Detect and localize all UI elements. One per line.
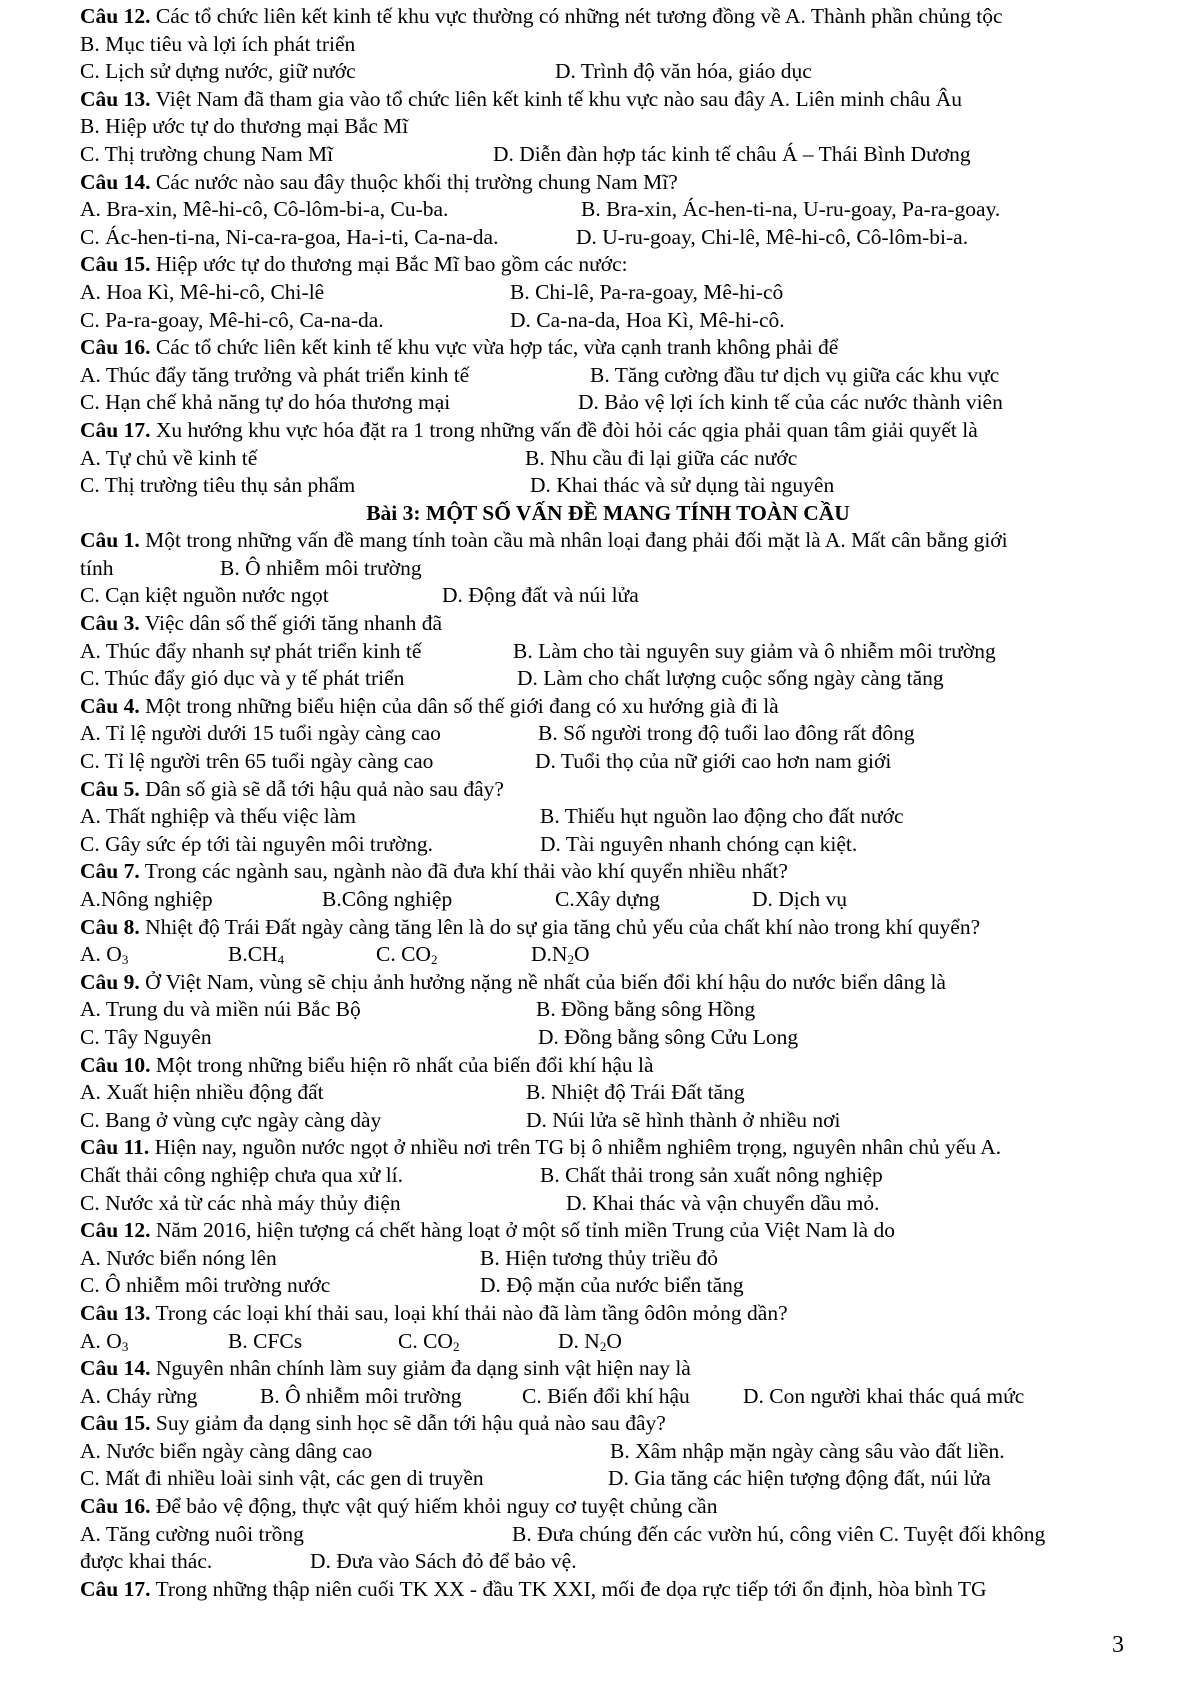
question-label: Câu 15.	[80, 1411, 151, 1436]
question-text-continued: tính	[80, 555, 114, 580]
option-b: B. Ô nhiễm môi trường	[260, 1383, 462, 1408]
option-row	[80, 886, 1136, 914]
question-label: Câu 7.	[80, 859, 140, 884]
option-d: D. Núi lửa sẽ hình thành ở nhiều nơi	[526, 1107, 841, 1132]
option-row	[80, 1272, 1136, 1300]
question-stem	[80, 251, 1136, 279]
option-b: B. CFCs	[228, 1328, 303, 1353]
question-label: Câu 5.	[80, 776, 140, 801]
option-b: B. Nhu cầu đi lại giữa các nước	[525, 445, 798, 470]
option-d: D. Đồng bằng sông Cửu Long	[538, 1024, 799, 1049]
option-d: D. Khai thác và vận chuyển dầu mỏ.	[566, 1190, 880, 1215]
question-label: Câu 8.	[80, 914, 140, 939]
option-row	[80, 1079, 1136, 1107]
option-b: $B.CH_4$	[228, 942, 285, 968]
option-row	[80, 831, 1136, 859]
option-d: D. Con người khai thác quá mức	[743, 1383, 1025, 1408]
option-d: $D.N_2O$	[531, 942, 590, 968]
option-a: A. Tự chủ về kinh tế	[80, 445, 258, 470]
question-text: Dân số già sẽ dẫ tới hậu quả nào sau đây?	[145, 776, 504, 801]
option-b: B. Tăng cường đầu tư dịch vụ giữa các khu vực	[590, 362, 1000, 387]
option-d: D. Diễn đàn hợp tác kinh tế châu Á – Thái Bình Dương	[493, 141, 971, 166]
question-text: Xu hướng khu vực hóa đặt ra 1 trong những vấn đề đòi hỏi các qgia phải quan tâm giải quyết là	[155, 417, 978, 442]
question-text: Nhiệt độ Trái Đất ngày càng tăng lên là do sự gia tăng chủ yếu của chất khí nào trong khí quyển?	[145, 914, 981, 939]
question-text: Một trong những biểu hiện rõ nhất của biến đổi khí hậu là	[155, 1052, 654, 1077]
option-d: D. Tuổi thọ của nữ giới cao hơn nam giới	[535, 749, 892, 774]
option-row	[80, 445, 1136, 473]
question-stem	[80, 1052, 1136, 1080]
option-b: B. Chất thải trong sản xuất nông nghiệp	[540, 1162, 883, 1187]
question-label: Câu 14.	[80, 169, 151, 194]
option-row	[80, 803, 1136, 831]
question-label: Câu 17.	[80, 417, 151, 442]
option-d: D. Bảo vệ lợi ích kinh tế của các nước thành viên	[578, 390, 1003, 415]
question-stem	[80, 1576, 1136, 1604]
option-a: A. Thất nghiệp và thếu việc làm	[80, 804, 357, 829]
option-row	[80, 196, 1136, 224]
question-label: Câu 12.	[80, 1218, 151, 1243]
option-b: B. Ô nhiễm môi trường	[220, 555, 422, 580]
option-row	[80, 1465, 1136, 1493]
option-row	[80, 58, 1136, 86]
option-a: A. Cháy rừng	[80, 1383, 198, 1408]
section-heading: Bài 3: MỘT SỐ VẤN ĐỀ MANG TÍNH TOÀN CẦU	[366, 500, 850, 525]
option-row	[80, 472, 1136, 500]
option-d: D. Làm cho chất lượng cuộc sống ngày càng tăng	[517, 666, 944, 691]
question-text: Một trong những vấn đề mang tính toàn cầu mà nhân loại đang phải đối mặt là A. Mất cân bằng giới	[145, 528, 1008, 553]
option-a: A. Tăng cường nuôi trồng	[80, 1521, 304, 1546]
option-c-continued: được khai thác.	[80, 1549, 213, 1574]
option-a: A. Bra-xin, Mê-hi-cô, Cô-lôm-bi-a, Cu-ba.	[80, 197, 449, 222]
question-text: Hiện nay, nguồn nước ngọt ở nhiều nơi trên TG bị ô nhiễm nghiêm trọng, nguyên nhân chủ yếu A.	[154, 1135, 1002, 1160]
option-a: A. Nước biển nóng lên	[80, 1245, 277, 1270]
option-row	[80, 141, 1136, 169]
question-text: Năm 2016, hiện tượng cá chết hàng loạt ở một số tỉnh miền Trung của Việt Nam là do	[155, 1218, 895, 1243]
question-stem	[80, 1300, 1136, 1328]
option-c: C. Thị trường chung Nam Mĩ	[80, 141, 334, 166]
question-stem	[80, 969, 1136, 997]
question-stem	[80, 776, 1136, 804]
question-label: Câu 10.	[80, 1052, 151, 1077]
option-d: D. Đưa vào Sách đỏ để bảo vệ.	[310, 1549, 577, 1574]
option-d: D. Dịch vụ	[752, 887, 847, 911]
option-a: A. Thúc đẩy tăng trưởng và phát triển kinh tế	[80, 362, 470, 387]
question-text: Trong các loại khí thải sau, loại khí thải nào đã làm tầng ôdôn mỏng dần?	[155, 1300, 788, 1325]
question-stem	[80, 1134, 1136, 1162]
option-c: C. $CO_2$	[376, 942, 438, 968]
option-a: A. Tỉ lệ người dưới 15 tuổi ngày càng cao	[80, 721, 441, 746]
option-row	[80, 389, 1136, 417]
question-text: Hiệp ước tự do thương mại Bắc Mĩ bao gồm các nước:	[155, 252, 628, 277]
option-row	[80, 665, 1136, 693]
option-c: C. Nước xả từ các nhà máy thủy điện	[80, 1190, 401, 1215]
question-label: Câu 17.	[80, 1576, 151, 1601]
option-a: A. Hoa Kì, Mê-hi-cô, Chi-lê	[80, 279, 325, 304]
option-b: B. Hiện tương thủy triều đỏ	[480, 1245, 719, 1270]
question-text: Các nước nào sau đây thuộc khối thị trường chung Nam Mĩ?	[155, 169, 678, 194]
question-label: Câu 1.	[80, 528, 140, 553]
question-stem	[80, 610, 1136, 638]
question-text: Việc dân số thế giới tăng nhanh đã	[144, 611, 442, 636]
option-row	[80, 582, 1136, 610]
option-b: B. Chi-lê, Pa-ra-goay, Mê-hi-cô	[510, 279, 784, 304]
option-c: C. Pa-ra-goay, Mê-hi-cô, Ca-na-da.	[80, 307, 384, 332]
option-b: B. Mục tiêu và lợi ích phát triển	[80, 31, 356, 56]
question-stem	[80, 169, 1136, 197]
option-c: C. Cạn kiệt nguồn nước ngọt	[80, 583, 329, 608]
question-stem	[80, 527, 1136, 555]
question-label: Câu 16.	[80, 1494, 151, 1519]
question-label: Câu 13.	[80, 86, 151, 111]
option-row	[80, 1162, 1136, 1190]
question-label: Câu 14.	[80, 1356, 151, 1381]
question-stem	[80, 693, 1136, 721]
option-c: C. Gây sức ép tới tài nguyên môi trường.	[80, 831, 433, 856]
question-text: Trong những thập niên cuối TK XX - đầu TK XXI, mối đe dọa rực tiếp tới ổn định, hòa bình TG	[155, 1576, 987, 1601]
question-text: Nguyên nhân chính làm suy giảm đa dạng sinh vật hiện nay là	[155, 1356, 691, 1381]
option-row	[80, 1438, 1136, 1466]
option-row	[80, 748, 1136, 776]
question-stem	[80, 334, 1136, 362]
question-label: Câu 13.	[80, 1300, 151, 1325]
option-b: B. Bra-xin, Ác-hen-ti-na, U-ru-goay, Pa-ra-goay.	[581, 197, 1001, 222]
option-c: C. Tỉ lệ người trên 65 tuổi ngày càng cao	[80, 749, 434, 774]
option-b: B. Xâm nhập mặn ngày càng sâu vào đất liền.	[610, 1438, 1005, 1463]
option-b: B. Đưa chúng đến các vườn hú, công viên C. Tuyệt đối không	[512, 1521, 1046, 1546]
option-d: D. Khai thác và sử dụng tài nguyên	[530, 473, 835, 498]
option-c: C. Hạn chế khả năng tự do hóa thương mại	[80, 390, 451, 415]
option-row	[80, 941, 1136, 969]
question-text: Ở Việt Nam, vùng sẽ chịu ảnh hưởng nặng nề nhất của biến đổi khí hậu do nước biển dâng là	[145, 969, 946, 994]
page-content	[80, 3, 1136, 1603]
option-row	[80, 720, 1136, 748]
option-d: D. Trình độ văn hóa, giáo dục	[555, 59, 812, 84]
option-d: D. Động đất và núi lửa	[442, 583, 639, 608]
question-label: Câu 12.	[80, 4, 151, 28]
option-row	[80, 307, 1136, 335]
question-stem	[80, 914, 1136, 942]
option-c: C. Ô nhiễm môi trường nước	[80, 1273, 331, 1298]
option-d: D. Độ mặn của nước biển tăng	[480, 1273, 744, 1298]
question-text: Các tổ chức liên kết kinh tế khu vực vừa hợp tác, vừa cạnh tranh không phải để	[155, 335, 839, 360]
option-a: A. Nước biển ngày càng dâng cao	[80, 1438, 373, 1463]
question-stem	[80, 858, 1136, 886]
question-text: Suy giảm đa dạng sinh học sẽ dẫn tới hậu quả nào sau đây?	[155, 1411, 666, 1436]
option-row	[80, 1521, 1136, 1549]
option-row	[80, 224, 1136, 252]
question-label: Câu 15.	[80, 252, 151, 277]
question-text: Các tổ chức liên kết kinh tế khu vực thường có những nét tương đồng về A. Thành phần chủng tộc	[155, 4, 1003, 28]
option-b: B.Công nghiệp	[322, 887, 453, 911]
page-number: 3	[1112, 1632, 1124, 1658]
option-row	[80, 555, 1136, 583]
option-a: Chất thải công nghiệp chưa qua xử lí.	[80, 1162, 404, 1187]
option-c: C. Biến đổi khí hậu	[522, 1383, 690, 1408]
option-a: A.Nông nghiệp	[80, 887, 213, 911]
option-row	[80, 1383, 1136, 1411]
option-c: C. Mất đi nhiều loài sinh vật, các gen di truyền	[80, 1466, 484, 1491]
option-b: B. Nhiệt độ Trái Đất tăng	[526, 1080, 745, 1105]
question-stem	[80, 1410, 1136, 1438]
option-b: B. Làm cho tài nguyên suy giảm và ô nhiễm môi trường	[513, 638, 996, 663]
question-text: Trong các ngành sau, ngành nào đã đưa khí thải vào khí quyển nhiều nhất?	[144, 859, 788, 884]
option-c: C.Xây dựng	[555, 887, 660, 911]
question-stem	[80, 1493, 1136, 1521]
question-text: Để bảo vệ động, thực vật quý hiếm khỏi nguy cơ tuyệt chủng cần	[155, 1494, 718, 1519]
question-label: Câu 3.	[80, 611, 140, 636]
option-row	[80, 362, 1136, 390]
option-c: C. Thị trường tiêu thụ sản phẩm	[80, 473, 356, 498]
question-text: Việt Nam đã tham gia vào tổ chức liên kết kinh tế khu vực nào sau đây A. Liên minh châu Âu	[155, 86, 963, 111]
option-row	[80, 996, 1136, 1024]
option-c: C. Bang ở vùng cực ngày càng dày	[80, 1107, 382, 1132]
question-stem	[80, 1355, 1136, 1383]
question-stem	[80, 417, 1136, 445]
option-b: B. Số người trong độ tuổi lao đông rất đông	[538, 721, 915, 746]
question-label: Câu 4.	[80, 693, 140, 718]
option-b: B. Hiệp ước tự do thương mại Bắc Mĩ	[80, 114, 409, 139]
option-c: C. $CO_2$	[398, 1328, 460, 1354]
option-a: A. Xuất hiện nhiều động đất	[80, 1080, 324, 1105]
option-d: D. $N_2O$	[558, 1328, 622, 1354]
option-row	[80, 1548, 1136, 1576]
option-c: C. Thúc đẩy gió dục và y tế phát triển	[80, 666, 405, 691]
option-row	[80, 279, 1136, 307]
option-c: C. Tây Nguyên	[80, 1024, 212, 1049]
option-row	[80, 1245, 1136, 1273]
option-c: C. Lịch sử dựng nước, giữ nước	[80, 59, 356, 84]
option-row	[80, 1190, 1136, 1218]
question-stem	[80, 1217, 1136, 1245]
option-d: D. U-ru-goay, Chi-lê, Mê-hi-cô, Cô-lôm-bi-a.	[576, 224, 969, 249]
option-a: A. $O_3$	[80, 942, 129, 968]
option-d: D. Tài nguyên nhanh chóng cạn kiệt.	[540, 831, 858, 856]
option-row	[80, 1107, 1136, 1135]
question-label: Câu 9.	[80, 969, 140, 994]
option-a: A. Trung du và miền núi Bắc Bộ	[80, 997, 361, 1022]
question-stem	[80, 86, 1136, 114]
option-a: A. $O_3$	[80, 1328, 129, 1354]
question-stem	[80, 3, 1136, 31]
option-b: B. Thiếu hụt nguồn lao động cho đất nước	[540, 804, 904, 829]
option-row	[80, 638, 1136, 666]
option-b: B. Đồng bằng sông Hồng	[536, 997, 756, 1022]
option-row	[80, 1024, 1136, 1052]
question-text: Một trong những biểu hiện của dân số thế giới đang có xu hướng già đi là	[145, 693, 779, 718]
option-d: D. Ca-na-da, Hoa Kì, Mê-hi-cô.	[510, 307, 785, 332]
option-c: C. Ác-hen-ti-na, Ni-ca-ra-goa, Ha-i-ti, Ca-na-da.	[80, 224, 499, 249]
option-a: A. Thúc đẩy nhanh sự phát triển kinh tế	[80, 638, 422, 663]
option-row	[80, 1328, 1136, 1356]
question-label: Câu 16.	[80, 335, 151, 360]
question-label: Câu 11.	[80, 1135, 150, 1160]
option-d: D. Gia tăng các hiện tượng động đất, núi lửa	[608, 1466, 991, 1491]
